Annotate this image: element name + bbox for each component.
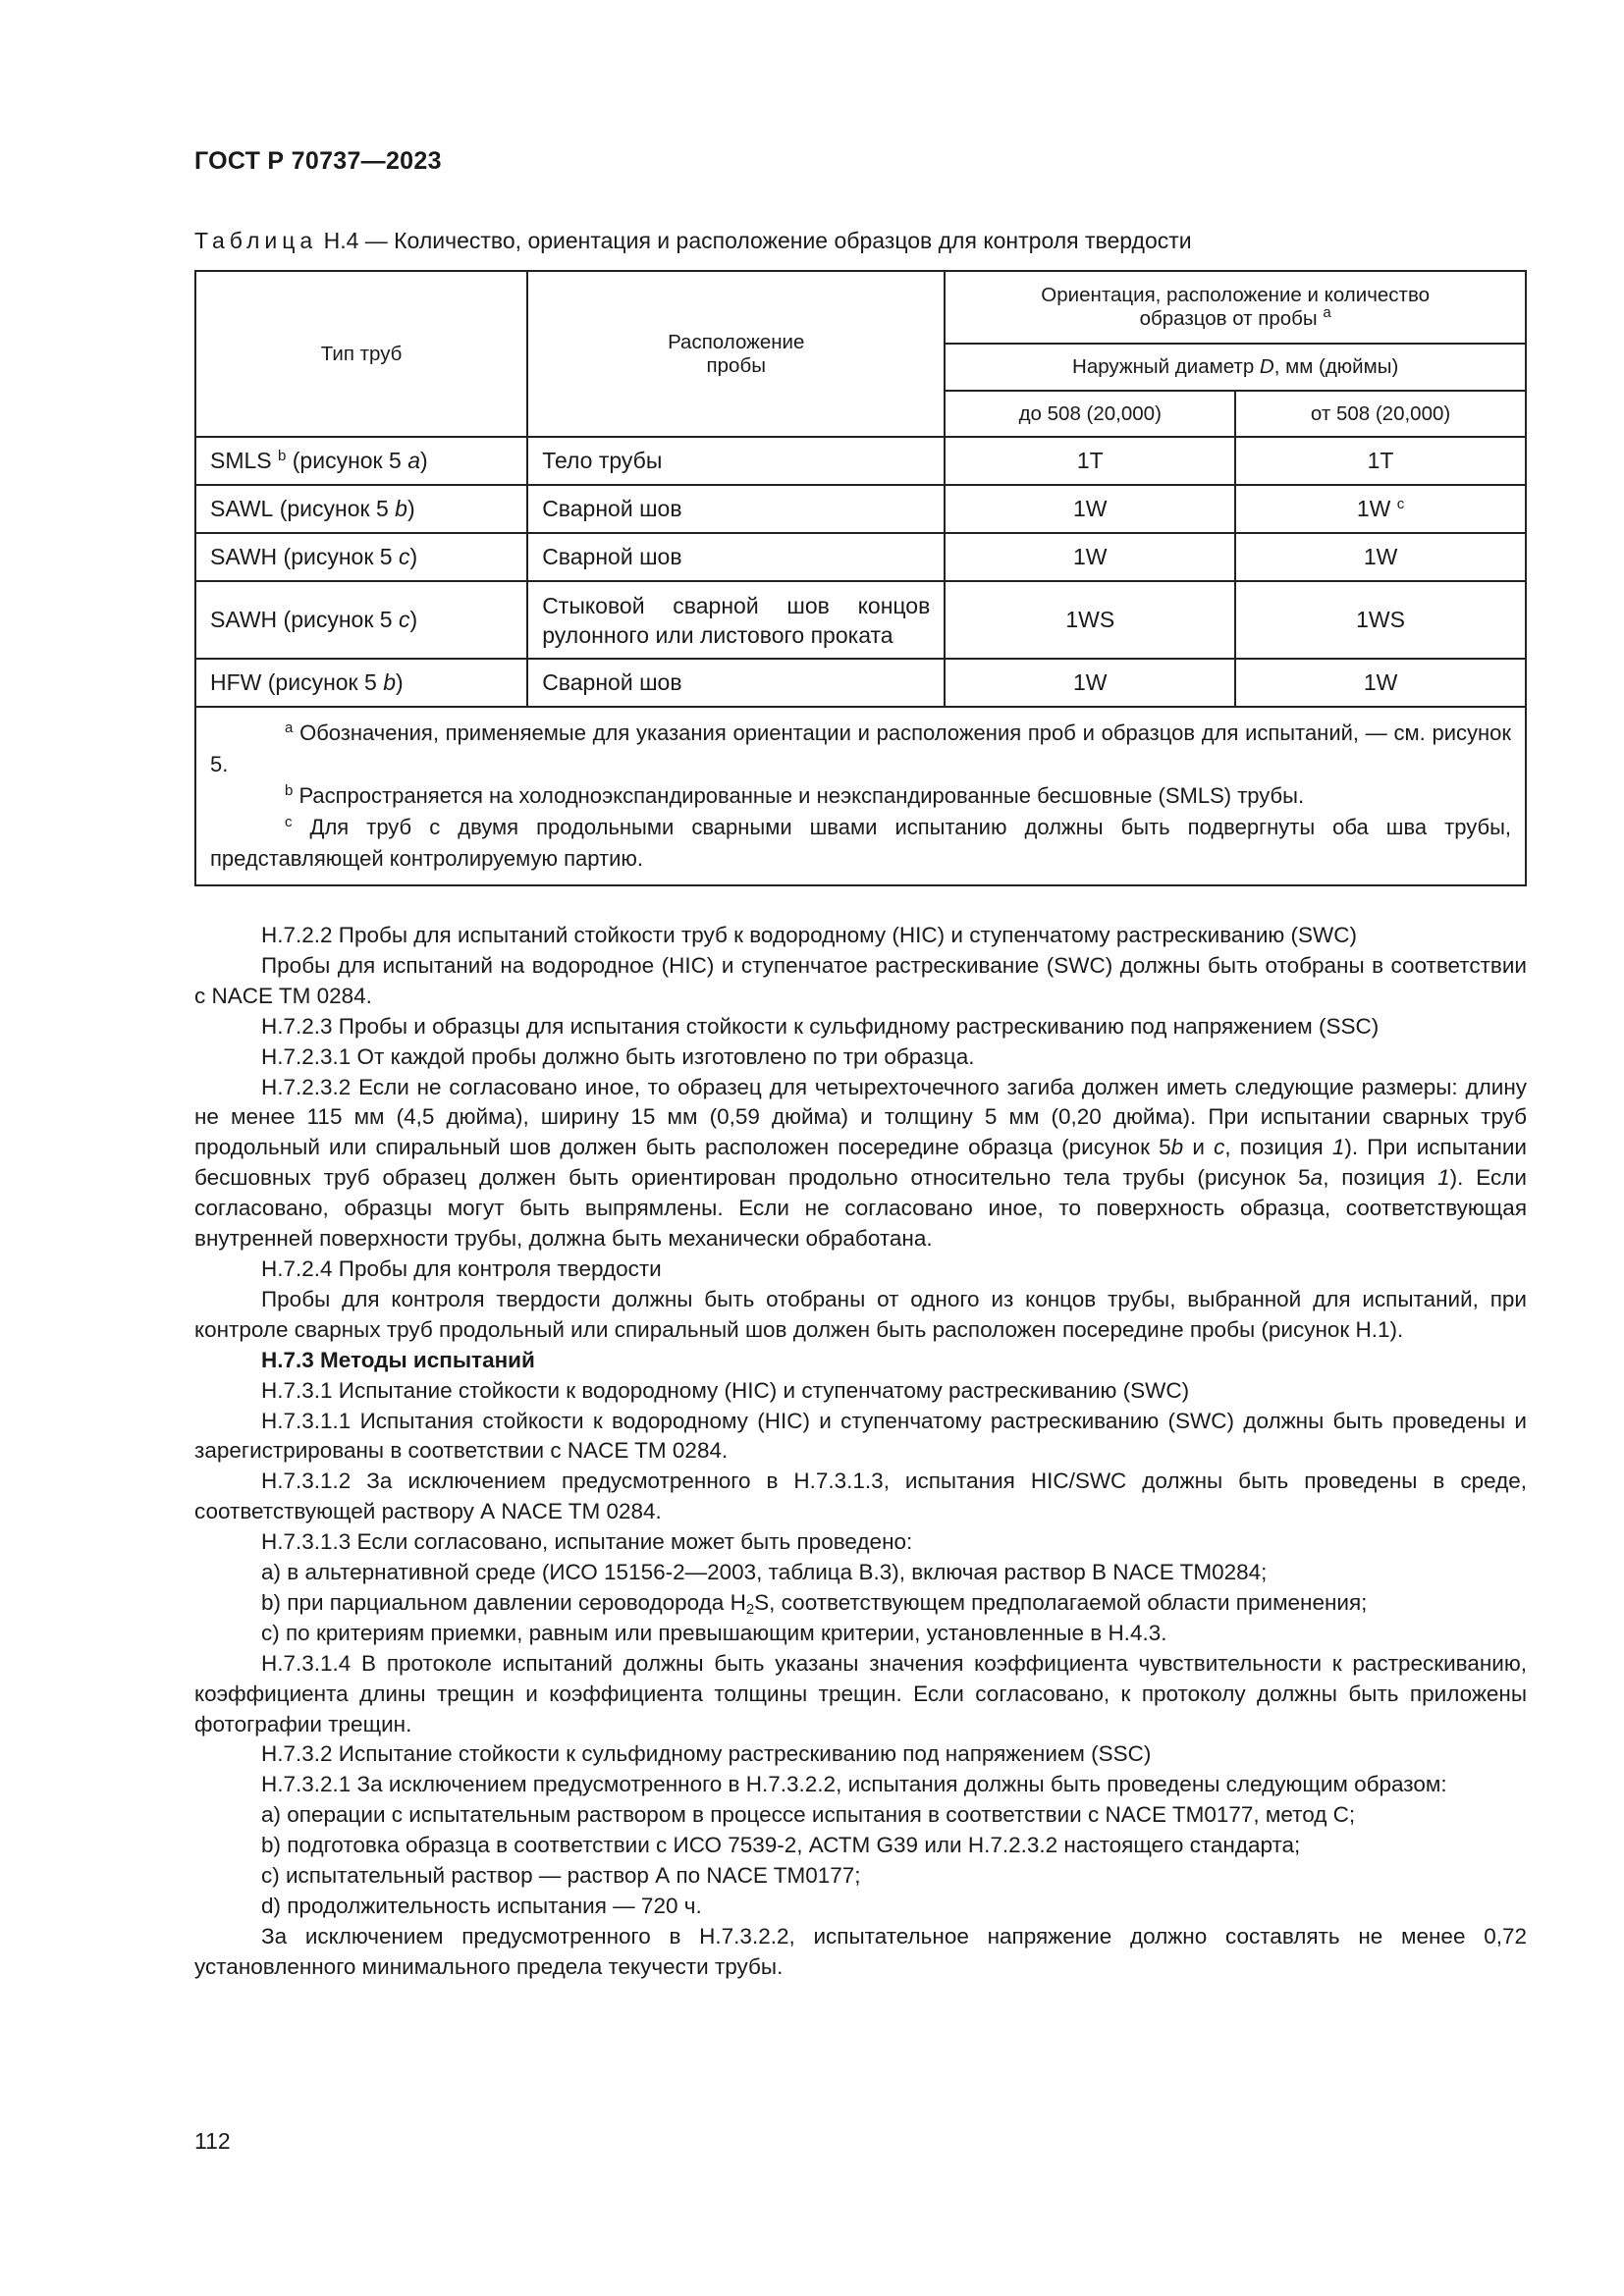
hardness-samples-table [194,270,1527,886]
cell-from-sup: c [1396,496,1405,512]
cell-from [1235,581,1526,659]
pipe-type-code: SAWH [210,544,278,569]
paragraph: Н.7.3.2.1 За исключением предусмотренного в Н.7.3.2.2, испытания должны быть проведены следующим образом: [261,1772,1447,1797]
footnote-mark: c [285,814,293,830]
cell-from-value: 1WS [1356,607,1405,632]
paragraph-part: , позиция [1323,1165,1438,1191]
header-up-to-508: до 508 (20,000) [945,391,1235,437]
header-sample-location [527,271,945,437]
header-pipe-type: Тип труб [195,271,527,437]
cell-from [1235,659,1526,707]
paragraph-italic: a [1310,1165,1324,1191]
pipe-type-figure-var: c [398,607,410,632]
pipe-type-code: SAWL [210,496,274,521]
paragraph: Н.7.2.4 Пробы для контроля твердости [261,1255,662,1281]
cell-location-line1: Стыковой сварной шов концов [542,592,931,618]
table-row [195,485,1526,533]
list-item: b) подготовка образца в соответствии с ИСО 7539-2, АСТМ G39 или Н.7.2.3.2 настоящего стандарта; [261,1833,1301,1858]
paragraph: Н.7.2.2 Пробы для испытаний стойкости труб к водородному (HIC) и ступенчатому растрескиванию (SWC) [261,923,1358,947]
footnote-mark: b [285,782,294,799]
pipe-type-figure: (рисунок 5 [277,607,399,632]
cell-from-value: 1W [1356,496,1397,521]
cell-up-to: 1T [945,437,1235,485]
cell-up-to: 1W [945,533,1235,581]
paragraph-part: Н.7.2.3.2 Если не согласовано иное, то образец для четырехточечного загиба должен иметь следующие размеры: длину не менее 115 мм (4,5 дюйма), ширину 15 мм (0,59 дюйма) и толщину 5 мм (0,20 дюйма). При испытании сварных труб продольный или спиральный шов должен быть расположен посередине образца (рисунок 5 [194,1074,1527,1160]
cell-pipe-type [195,581,527,659]
paragraph-italic: 1 [1437,1165,1450,1191]
paragraph: Н.7.2.3 Пробы и образцы для испытания стойкости к сульфидному растрескиванию под напряжением (SSC) [261,1013,1380,1039]
cell-location: Сварной шов [527,659,945,707]
paragraph-part: S, соответствующем предполагаемой области применения; [754,1589,1368,1615]
pipe-type-close: ) [409,607,418,632]
page-number: 112 [194,2128,231,2154]
paragraph-part: ). При испытании бесшовных труб образец должен быть ориентирован продольно относительно тела трубы (рисунок 5 [194,1135,1527,1191]
table-row [195,533,1526,581]
subscript: 2 [745,1600,755,1618]
list-item [194,1588,1527,1619]
table-footnote [210,780,1511,812]
cell-from [1235,437,1526,485]
header-outer-diameter [945,344,1526,391]
section-heading: Н.7.3 Методы испытаний [261,1347,535,1372]
table-footnote [210,718,1511,780]
pipe-type-code: SAWH [210,607,278,632]
paragraph: Н.7.3.1.4 В протоколе испытаний должны быть указаны значения коэффициента чувствительности к растрескиванию, коэффициента длины трещин и коэффициента толщины трещин. Если согласовано, к протоколу должны быть приложены фотографии трещин. [194,1650,1527,1736]
header-outer-diameter-post: , мм (дюймы) [1273,355,1399,378]
paragraph [194,1073,1527,1255]
pipe-type-close: ) [406,496,415,521]
list-item: d) продолжительность испытания — 720 ч. [261,1894,702,1918]
paragraph-italic: c [1214,1135,1225,1160]
table-footnotes [195,707,1526,885]
cell-from-value: 1W [1363,544,1398,569]
cell-pipe-type [195,437,527,485]
pipe-type-figure: (рисунок 5 [273,496,396,521]
cell-from [1235,485,1526,533]
pipe-type-close: ) [409,544,418,569]
paragraph-part: , позиция [1224,1135,1332,1160]
paragraph: Н.7.3.1 Испытание стойкости к водородному (HIC) и ступенчатому растрескиванию (SWC) [261,1377,1190,1403]
paragraph: Н.7.3.1.3 Если согласовано, испытание может быть проведено: [261,1529,913,1555]
cell-up-to: 1W [945,485,1235,533]
header-outer-diameter-var: D [1259,355,1274,378]
list-item: a) операции с испытательным раствором в процессе испытания в соответствии с NACE TM0177, метод С; [261,1802,1356,1828]
footnote-text: Для труб с двумя продольными сварными швами испытанию должны быть подвергнуты оба шва трубы, представляющей контролируемую партию. [210,815,1511,871]
pipe-type-figure: (рисунок 5 [277,544,399,569]
cell-pipe-type [195,485,527,533]
paragraph-part: ). Если согласовано, образцы могут быть выпрямлены. Если не согласовано иное, то поверхность образца, соответствующая внутренней поверхности трубы, должна быть механически обработана. [194,1165,1527,1252]
paragraph: Пробы для испытаний на водородное (HIC) и ступенчатое растрескивание (SWC) должны быть отобраны в соответствии с NACE TM 0284. [194,952,1527,1008]
cell-from-value: 1T [1367,448,1394,473]
header-orientation-sup: a [1323,304,1331,321]
pipe-type-figure-var: a [407,448,420,473]
paragraph-part: b) при парциальном давлении сероводорода H [261,1589,746,1615]
body-text [194,921,1527,1983]
document-header: ГОСТ Р 70737—2023 [194,147,442,175]
cell-pipe-type [195,659,527,707]
header-outer-diameter-pre: Наружный диаметр [1072,355,1260,378]
table-caption [194,228,1192,254]
table-caption-prefix: Таблица [194,228,318,253]
pipe-type-figure-var: b [395,496,407,521]
list-item: c) испытательный раствор — раствор А по NACE TM0177; [261,1863,861,1889]
table-footnotes-row [195,707,1526,885]
cell-location: Сварной шов [527,485,945,533]
pipe-type-figure: (рисунок 5 [261,669,384,695]
cell-location: Сварной шов [527,533,945,581]
table-caption-text: Н.4 — Количество, ориентация и расположение образцов для контроля твердости [317,228,1192,253]
table-footnote [210,812,1511,875]
header-orientation-text: Ориентация, расположение и количество образцов от пробы [1041,284,1431,330]
cell-up-to: 1W [945,659,1235,707]
header-from-508: от 508 (20,000) [1235,391,1526,437]
list-item: a) в альтернативной среде (ИСО 15156-2—2003, таблица В.3), включая раствор В NACE TM0284; [261,1560,1268,1585]
pipe-type-code: HFW [210,669,262,695]
cell-location-line2: рулонного или листового проката [542,621,893,648]
pipe-type-figure-var: b [383,669,396,695]
table-row [195,437,1526,485]
header-orientation-group [945,271,1526,344]
footnote-text: Распространяется на холодноэкспандированные и неэкспандированные бесшовные (SMLS) трубы. [293,783,1305,808]
paragraph: Н.7.3.1.1 Испытания стойкости к водородному (HIC) и ступенчатому растрескиванию (SWC) должны быть проведены и зарегистрированы в соответствии с NACE TM 0284. [194,1408,1527,1464]
cell-from [1235,533,1526,581]
pipe-type-code: SMLS [210,448,279,473]
paragraph-part: и [1183,1135,1215,1160]
paragraph-italic: 1 [1331,1135,1345,1160]
header-sample-location-text: Расположение пробы [668,330,805,377]
cell-location: Тело трубы [527,437,945,485]
pipe-type-figure: (рисунок 5 [286,448,408,473]
paragraph: Пробы для контроля твердости должны быть отобраны от одного из концов трубы, выбранной для испытаний, при контроле сварных труб продольный или спиральный шов должен быть расположен посередине пробы (рисунок Н.1). [194,1286,1527,1342]
list-item: c) по критериям приемки, равным или превышающим критерии, установленные в Н.4.3. [261,1620,1167,1645]
cell-pipe-type [195,533,527,581]
paragraph: За исключением предусмотренного в Н.7.3.2.2, испытательное напряжение должно составлять не менее 0,72 установленного минимального предела текучести трубы. [194,1923,1527,1979]
paragraph: Н.7.3.2 Испытание стойкости к сульфидному растрескиванию под напряжением (SSC) [261,1741,1152,1767]
table-row [195,581,1526,659]
paragraph: Н.7.2.3.1 От каждой пробы должно быть изготовлено по три образца. [261,1043,975,1069]
pipe-type-figure-var: c [398,544,410,569]
pipe-type-sup: b [278,448,287,464]
paragraph: Н.7.3.1.2 За исключением предусмотренного в Н.7.3.1.3, испытания HIC/SWC должны быть проведены в среде, соответствующей раствору А NACE TM 0284. [194,1468,1527,1524]
footnote-text: Обозначения, применяемые для указания ориентации и расположения проб и образцов для испытаний, — см. рисунок 5. [210,721,1511,776]
cell-location [527,581,945,659]
table-row [195,659,1526,707]
paragraph-italic: b [1170,1135,1184,1160]
pipe-type-close: ) [420,448,428,473]
footnote-mark: a [285,720,294,736]
pipe-type-close: ) [396,669,404,695]
cell-from-value: 1W [1363,669,1398,695]
cell-up-to: 1WS [945,581,1235,659]
